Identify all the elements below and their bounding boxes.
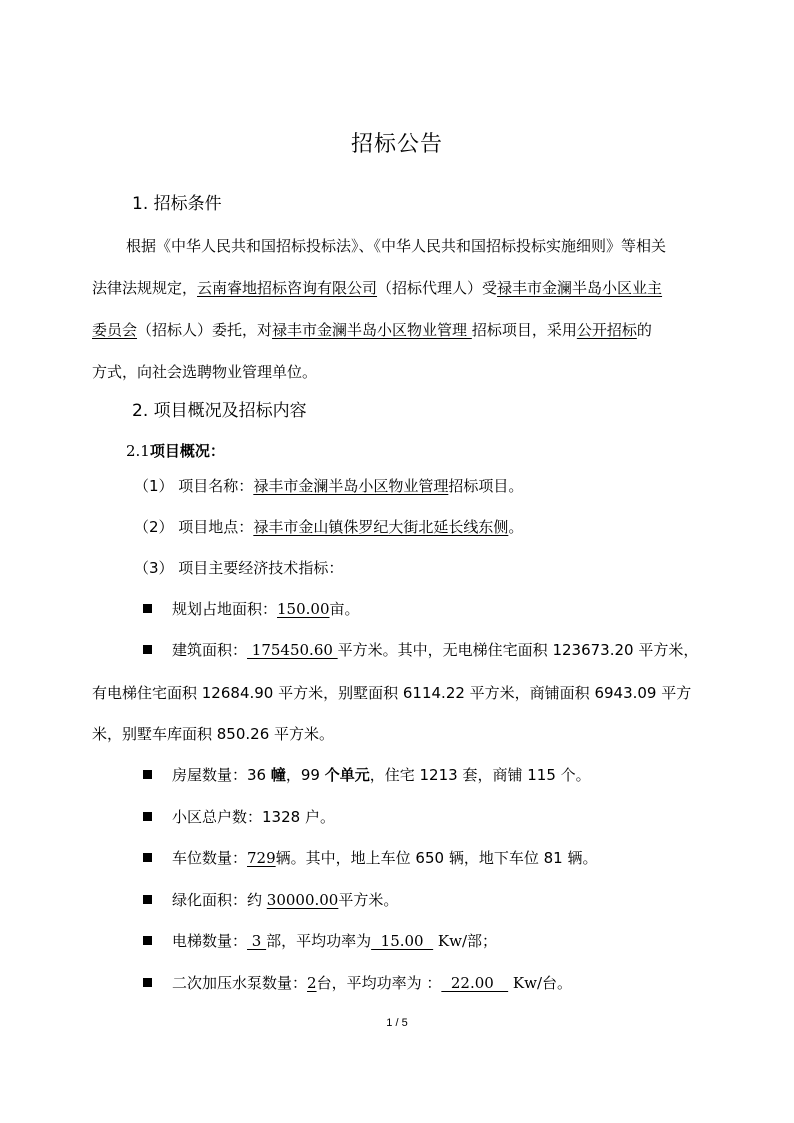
bullet-icon [143,853,152,862]
value: 3 [247,932,267,950]
text: ，住宅 1213 套，商铺 115 个。 [369,766,591,784]
text: 招标项目，采用 [471,321,577,339]
paragraph-line: 根据《中华人民共和国招标投标法》、《中华人民共和国招标投标实施细则》等相关 [126,237,667,255]
text: 招标项目。 [448,477,524,495]
subsection-label: 项目概况： [149,442,225,460]
bullet-icon [143,936,152,945]
page-title: 招标公告 [350,132,443,157]
text: ，99 [285,766,325,784]
text: 辆。其中，地上车位 650 辆，地下车位 81 辆。 [275,849,598,867]
agent-name: 云南睿地招标咨询有限公司 [197,279,378,297]
bullet-item [172,890,398,910]
project-name-value: 禄丰市金澜半岛小区物业管理 [253,477,449,495]
text: 幢 [270,766,286,784]
value: 15.00 [371,932,434,950]
bullet-icon [143,604,152,613]
value: 2 [307,974,317,992]
list-item [134,476,523,496]
bullet-icon [143,645,152,654]
text: Kw/台。 [508,974,573,992]
tender-method: 公开招标 [576,321,637,339]
text: 车位数量： [172,849,248,867]
value: 175450.60 [247,641,338,659]
text: 规划占地面积： [172,600,278,618]
bullet-item [172,931,497,951]
bullet-icon [143,895,152,904]
list-item: （3） 项目主要经济技术指标： [134,559,344,577]
value: 729 [247,849,276,867]
bullet-item [172,848,597,868]
project-location-value: 禄丰市金山镇侏罗纪大街北延长线东侧 [253,518,509,536]
paragraph-line [92,320,652,340]
page-number: 1 / 5 [386,1017,408,1029]
value: 22.00 [441,974,509,992]
text: 个单元 [324,766,370,784]
bullet-icon [143,812,152,821]
text: 亩。 [329,600,360,618]
subsection-heading [126,441,225,461]
text: （1） 项目名称： [134,477,254,495]
bullet-item: 小区总户数：1328 户。 [172,808,335,826]
text: 平方米。 [338,891,399,909]
bullet-item [172,640,698,660]
bullet-item [172,973,572,993]
text: （2） 项目地点： [134,518,254,536]
bullet-icon [143,978,152,987]
project-name: 禄丰市金澜半岛小区物业管理 [272,321,472,339]
bullet-item [172,765,591,785]
value: 150.00 [277,600,330,618]
paragraph-line: 米，别墅车库面积 850.26 平方米。 [92,725,335,743]
text: （招标人）委托，对 [137,321,273,339]
text: Kw/部； [433,932,498,950]
text: 。 [508,518,524,536]
paragraph-line [92,278,662,298]
bullet-item [172,599,360,619]
bullet-icon [143,770,152,779]
text: 台，平均功率为 ： [316,974,442,992]
text: 的 [636,321,652,339]
paragraph-line: 方式，向社会选聘物业管理单位。 [92,363,318,381]
section-heading-1: 1. 招标条件 [132,194,222,214]
text: 建筑面积： [172,641,248,659]
tenderer-name-cont: 委员会 [92,321,138,339]
subsection-number: 2.1 [126,442,150,460]
text: 绿化面积：约 [172,891,267,909]
text: 平方米。其中，无电梯住宅面积 123673.20 平方米， [337,641,699,659]
text: （招标代理人）受 [377,279,498,297]
text: 法律法规规定， [92,279,198,297]
text: 房屋数量：36 [172,766,271,784]
value: 30000.00 [266,891,339,909]
section-heading-2: 2. 项目概况及招标内容 [132,401,307,421]
list-item [134,517,523,537]
paragraph-line: 有电梯住宅面积 12684.90 平方米，别墅面积 6114.22 平方米，商铺面积 6943.09 平方 [92,684,692,702]
tenderer-name: 禄丰市金澜半岛小区业主 [497,279,663,297]
text: 电梯数量： [172,932,248,950]
text: 部，平均功率为 [266,932,372,950]
text: 二次加压水泵数量： [172,974,308,992]
